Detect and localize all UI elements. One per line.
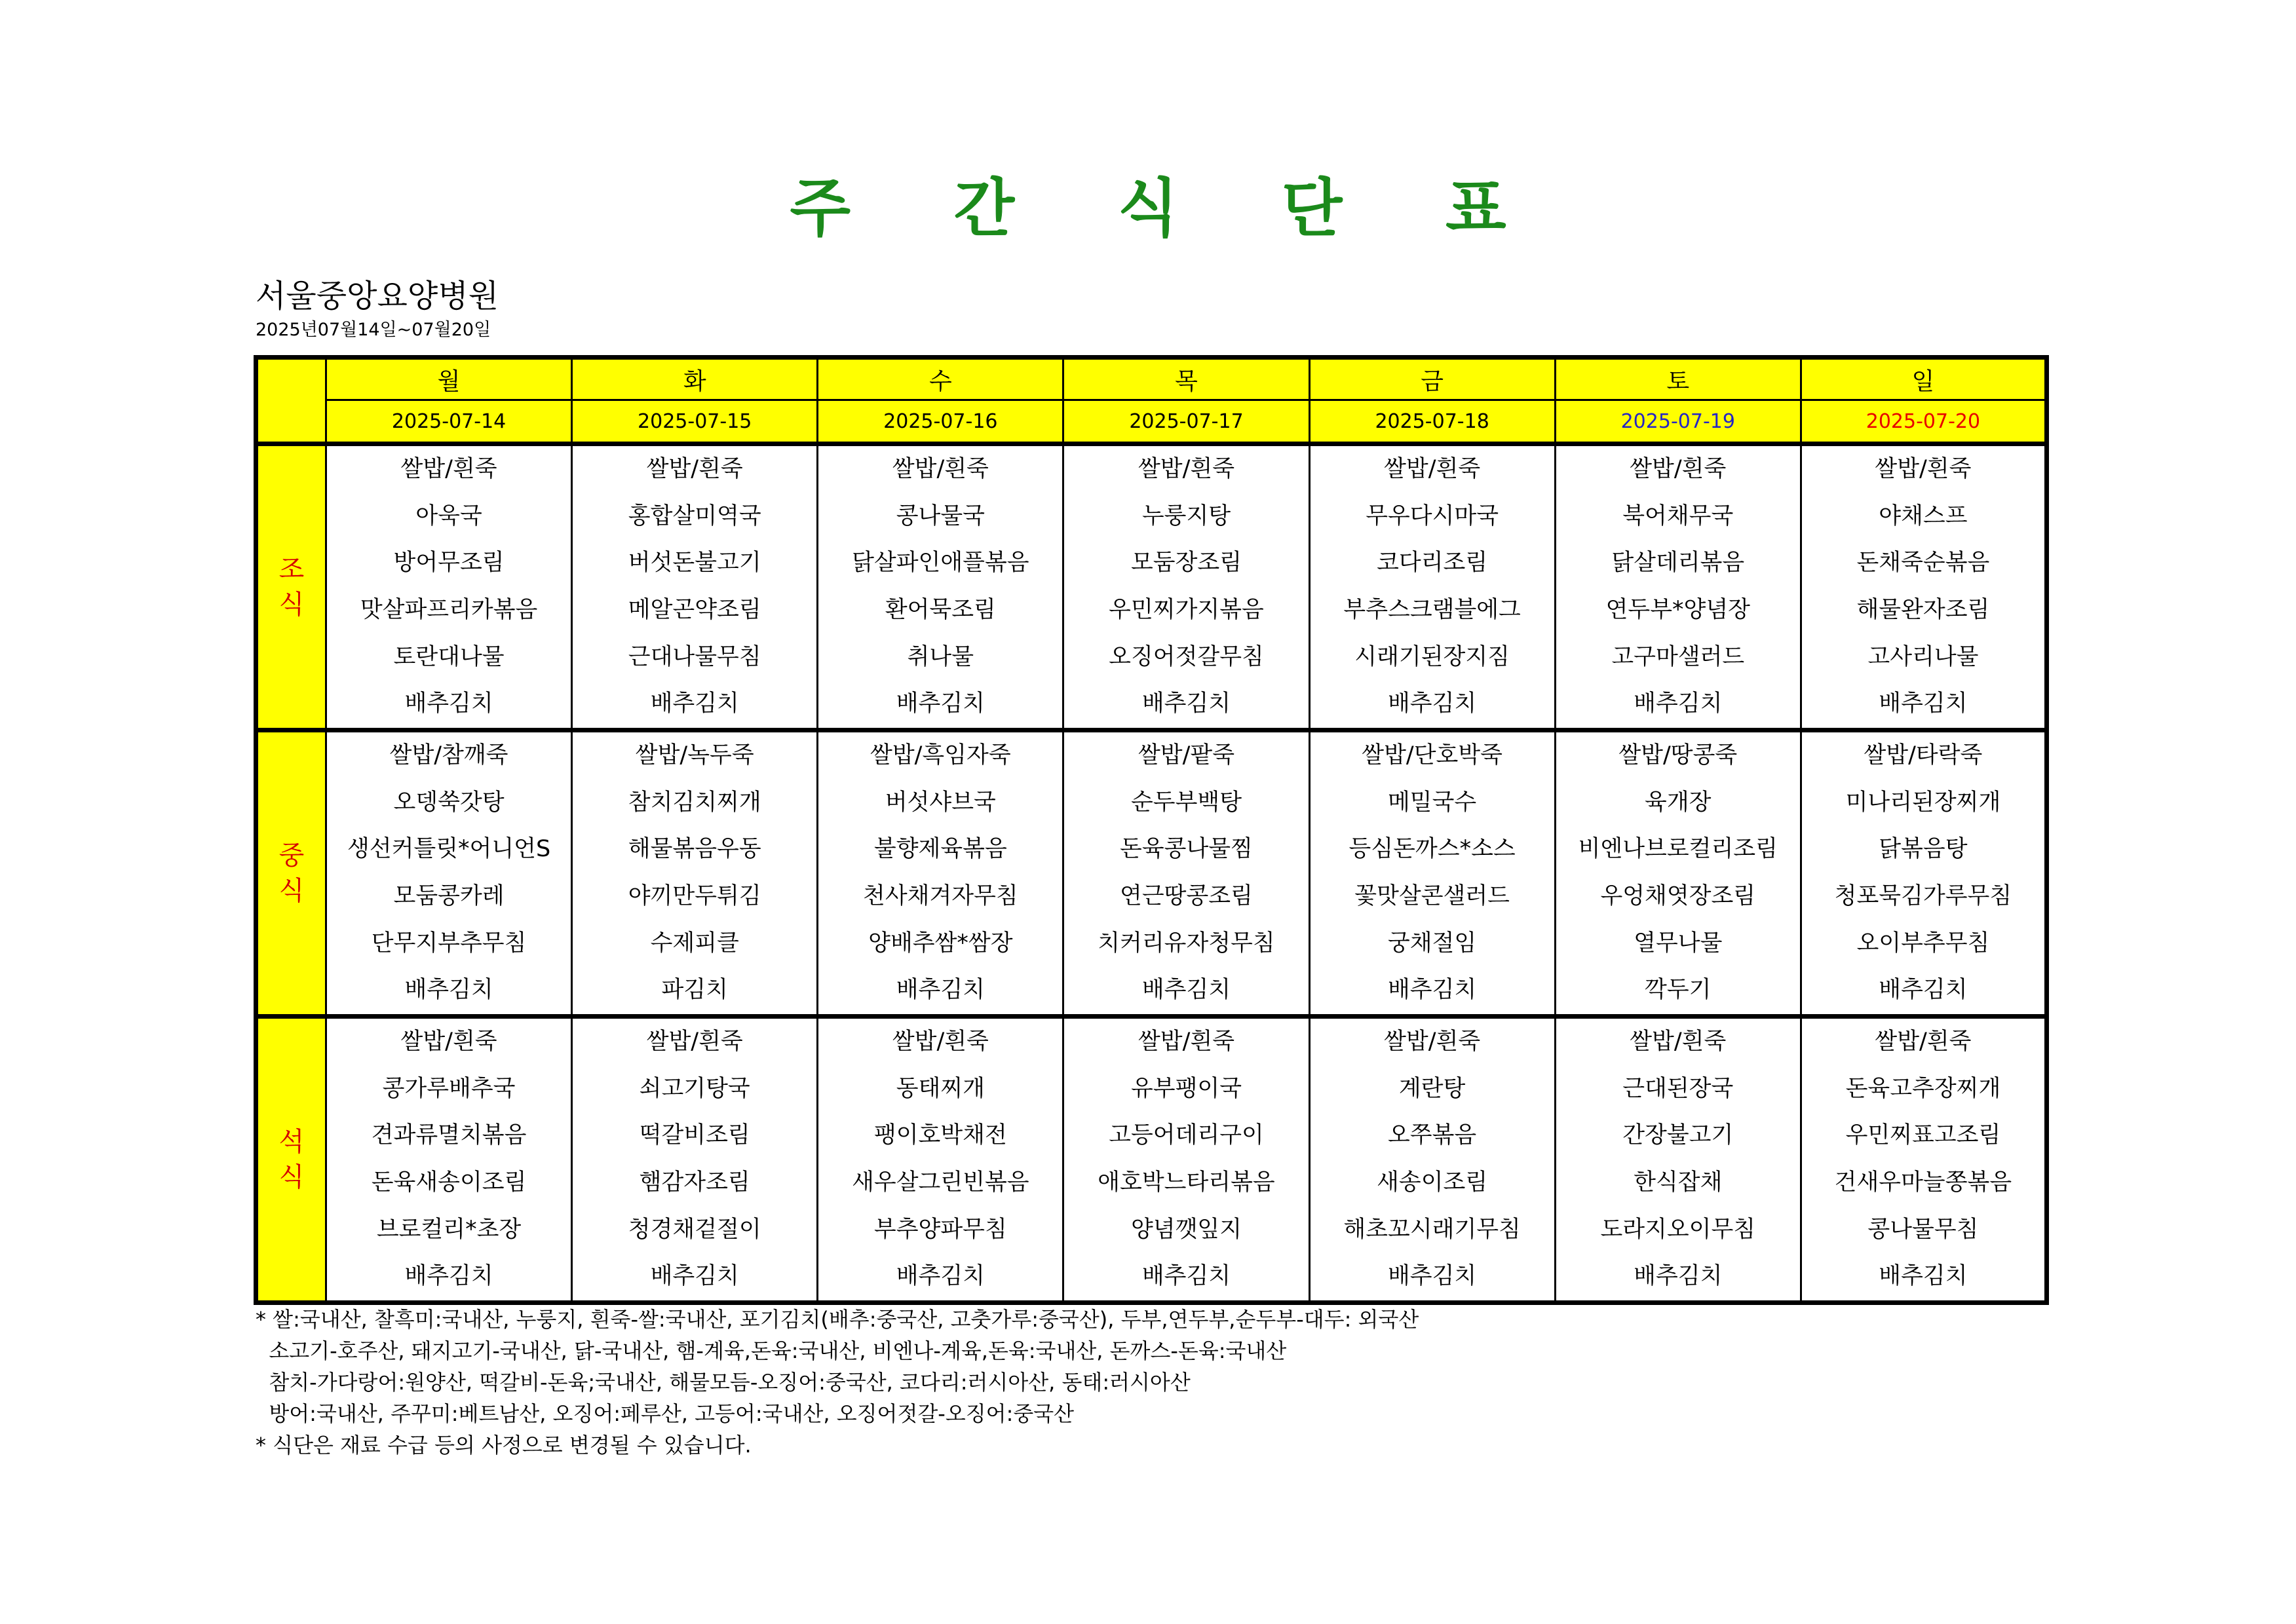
note-line: * 쌀:국내산, 찰흑미:국내산, 누룽지, 흰죽-쌀:국내산, 포기김치(배추:중국산, 고춧가루:중국산), 두부,연두부,순두부-대두: 외국산 — [256, 1307, 1419, 1332]
menu-item: 아욱국 — [415, 502, 482, 529]
menu-item: 도라지오이무침 — [1600, 1216, 1756, 1243]
menu-item: 야채스프 — [1879, 502, 1968, 529]
menu-item: 배추김치 — [896, 1263, 985, 1290]
menu-item: 배추김치 — [896, 690, 985, 717]
menu-cell-breakfast-thu — [1063, 444, 1309, 730]
menu-item: 쌀밥/흰죽 — [892, 1029, 989, 1055]
date-sun: 2025-07-20 — [1801, 400, 2046, 444]
menu-cell-breakfast-fri — [1309, 444, 1555, 730]
menu-item: 육개장 — [1645, 789, 1712, 816]
date-tue: 2025-07-15 — [572, 400, 818, 444]
menu-item: 오쭈볶음 — [1388, 1122, 1477, 1149]
date-sat: 2025-07-19 — [1555, 400, 1801, 444]
menu-item: 쇠고기탕국 — [639, 1075, 750, 1102]
menu-item: 배추김치 — [1388, 977, 1477, 1004]
menu-item: 쌀밥/흰죽 — [1630, 1029, 1727, 1055]
meal-row-breakfast — [256, 444, 2047, 730]
menu-item: 건새우마늘쫑볶음 — [1834, 1169, 2012, 1196]
menu-item: 배추김치 — [1634, 690, 1723, 717]
menu-item: 무우다시마국 — [1366, 502, 1499, 529]
menu-item: 배추김치 — [1634, 1263, 1723, 1290]
menu-item: 메알곤약조림 — [628, 597, 761, 623]
menu-item: 쌀밥/타락죽 — [1864, 742, 1983, 769]
menu-item: 애호박느타리볶음 — [1098, 1169, 1275, 1196]
menu-cell-dinner-thu — [1063, 1017, 1309, 1303]
menu-cell-dinner-fri — [1309, 1017, 1555, 1303]
menu-item: 배추김치 — [1141, 690, 1231, 717]
menu-cell-dinner-sat — [1555, 1017, 1801, 1303]
menu-item: 수제피클 — [650, 930, 739, 956]
day-name-sat: 토 — [1555, 358, 1801, 400]
menu-item: 쌀밥/흰죽 — [400, 1029, 497, 1055]
menu-item: 배추김치 — [1141, 977, 1231, 1004]
menu-item: 배추김치 — [1388, 690, 1477, 717]
menu-item: 유부팽이국 — [1130, 1075, 1242, 1102]
menu-item: 돈육고추장찌개 — [1845, 1075, 2001, 1102]
menu-item: 우민찌가지볶음 — [1109, 597, 1264, 623]
menu-item: 버섯돈불고기 — [628, 550, 761, 576]
meal-row-dinner — [256, 1017, 2047, 1303]
menu-item: 치커리유자청무침 — [1098, 930, 1275, 956]
menu-cell-dinner-wed — [818, 1017, 1063, 1303]
menu-item: 생선커틀릿*어니언S — [347, 836, 551, 863]
menu-item: 배추김치 — [1388, 1263, 1477, 1290]
day-name-thu: 목 — [1063, 358, 1309, 400]
menu-item: 참치김치찌개 — [628, 789, 761, 816]
menu-item: 누룽지탕 — [1141, 502, 1231, 529]
menu-item: 파김치 — [661, 977, 728, 1004]
menu-item: 쌀밥/단호박죽 — [1362, 742, 1502, 769]
menu-item: 배추김치 — [404, 690, 493, 717]
menu-item: 콩나물국 — [896, 502, 985, 529]
menu-item: 천사채겨자무침 — [863, 883, 1018, 909]
menu-item: 양념깻잎지 — [1130, 1216, 1242, 1243]
menu-item: 견과류멸치볶음 — [371, 1122, 527, 1149]
menu-item: 닭살파인애플볶음 — [852, 550, 1029, 576]
meal-rows — [256, 444, 2047, 1303]
corner-cell — [256, 358, 326, 444]
menu-item: 배추김치 — [1141, 1263, 1231, 1290]
menu-item: 배추김치 — [404, 1263, 493, 1290]
menu-item: 고등어데리구이 — [1109, 1122, 1264, 1149]
ingredient-origin-notes — [256, 1304, 2025, 1461]
menu-item: 청포묵김가루무침 — [1834, 883, 2012, 909]
menu-item: 간장불고기 — [1622, 1122, 1734, 1149]
hospital-name: 서울중앙요양병원 — [256, 278, 499, 314]
menu-item: 홍합살미역국 — [628, 502, 761, 529]
menu-cell-breakfast-wed — [818, 444, 1063, 730]
day-name-mon: 월 — [326, 358, 572, 400]
menu-item: 연근땅콩조림 — [1120, 883, 1253, 909]
menu-cell-dinner-sun — [1801, 1017, 2046, 1303]
note-line: * 식단은 재료 수급 등의 사정으로 변경될 수 있습니다. — [256, 1433, 752, 1458]
menu-item: 쌀밥/흑임자죽 — [870, 742, 1011, 769]
menu-item: 청경채겉절이 — [628, 1216, 761, 1243]
menu-item: 배추김치 — [404, 977, 493, 1004]
meal-label-lunch: 중 식 — [256, 730, 326, 1017]
menu-cell-lunch-mon — [326, 730, 572, 1017]
menu-item: 배추김치 — [896, 977, 985, 1004]
menu-cell-breakfast-tue — [572, 444, 818, 730]
menu-item: 돈육새송이조림 — [371, 1169, 527, 1196]
menu-item: 배추김치 — [1879, 690, 1968, 717]
menu-item: 쌀밥/흰죽 — [646, 1029, 743, 1055]
menu-item: 부추양파무침 — [873, 1216, 1007, 1243]
menu-cell-breakfast-sat — [1555, 444, 1801, 730]
menu-item: 오징어젓갈무침 — [1109, 643, 1264, 670]
menu-item: 새송이조림 — [1377, 1169, 1488, 1196]
menu-item: 연두부*양념장 — [1605, 597, 1750, 623]
menu-item: 우민찌표고조림 — [1845, 1122, 2001, 1149]
menu-item: 쌀밥/흰죽 — [1630, 456, 1727, 483]
menu-cell-lunch-sun — [1801, 730, 2046, 1017]
menu-cell-breakfast-mon — [326, 444, 572, 730]
menu-item: 모둠콩카레 — [393, 883, 505, 909]
date-mon: 2025-07-14 — [326, 400, 572, 444]
note-line: 방어:국내산, 주꾸미:베트남산, 오징어:페루산, 고등어:국내산, 오징어젓갈-오징어:중국산 — [256, 1401, 1075, 1426]
menu-item: 동태찌개 — [896, 1075, 985, 1102]
date-wed: 2025-07-16 — [818, 400, 1063, 444]
note-line: 참치-가다랑어:원양산, 떡갈비-돈육;국내산, 해물모듬-오징어:중국산, 코다리:러시아산, 동태:러시아산 — [256, 1370, 1191, 1395]
menu-item: 메밀국수 — [1388, 789, 1477, 816]
menu-item: 취나물 — [907, 643, 974, 670]
menu-item: 북어채무국 — [1622, 502, 1734, 529]
menu-item: 환어묵조림 — [885, 597, 996, 623]
date-fri: 2025-07-18 — [1309, 400, 1555, 444]
day-name-sun: 일 — [1801, 358, 2046, 400]
menu-item: 돈육콩나물찜 — [1120, 836, 1253, 863]
day-name-tue: 화 — [572, 358, 818, 400]
menu-item: 부추스크램블에그 — [1343, 597, 1521, 623]
menu-item: 꽃맛살콘샐러드 — [1354, 883, 1510, 909]
day-header-row — [256, 358, 2047, 400]
menu-item: 코다리조림 — [1377, 550, 1488, 576]
menu-cell-lunch-sat — [1555, 730, 1801, 1017]
menu-cell-breakfast-sun — [1801, 444, 2046, 730]
menu-item: 방어무조림 — [393, 550, 505, 576]
menu-item: 야끼만두튀김 — [628, 883, 761, 909]
menu-item: 해물볶음우동 — [628, 836, 761, 863]
menu-item: 우엉채엿장조림 — [1600, 883, 1756, 909]
menu-item: 브로컬리*초장 — [376, 1216, 522, 1243]
menu-item: 오이부추무침 — [1856, 930, 1990, 956]
menu-item: 시래기된장지짐 — [1354, 643, 1510, 670]
menu-item: 양배추쌈*쌈장 — [868, 930, 1013, 956]
menu-item: 배추김치 — [1879, 1263, 1968, 1290]
menu-item: 근대된장국 — [1622, 1075, 1734, 1102]
menu-item: 불향제육볶음 — [873, 836, 1007, 863]
menu-item: 쌀밥/참깨죽 — [389, 742, 508, 769]
menu-item: 단무지부추무침 — [371, 930, 527, 956]
meal-label-dinner: 석 식 — [256, 1017, 326, 1303]
menu-item: 오뎅쑥갓탕 — [393, 789, 505, 816]
menu-item: 쌀밥/흰죽 — [1138, 456, 1235, 483]
menu-item: 미나리된장찌개 — [1845, 789, 2001, 816]
date-header-row — [256, 400, 2047, 444]
menu-item: 열무나물 — [1634, 930, 1723, 956]
menu-item: 쌀밥/흰죽 — [1875, 456, 1972, 483]
menu-item: 배추김치 — [1879, 977, 1968, 1004]
menu-item: 깍두기 — [1645, 977, 1712, 1004]
menu-item: 돈채죽순볶음 — [1856, 550, 1990, 576]
date-thu: 2025-07-17 — [1063, 400, 1309, 444]
menu-period: 2025년07월14일~07월20일 — [256, 320, 491, 340]
menu-item: 쌀밥/흰죽 — [1384, 456, 1481, 483]
menu-item: 배추김치 — [650, 690, 739, 717]
meal-label-breakfast: 조 식 — [256, 444, 326, 730]
menu-item: 햄감자조림 — [639, 1169, 750, 1196]
menu-item: 쌀밥/흰죽 — [1384, 1029, 1481, 1055]
menu-item: 버섯샤브국 — [885, 789, 996, 816]
menu-item: 닭볶음탕 — [1879, 836, 1968, 863]
note-line: 소고기-호주산, 돼지고기-국내산, 닭-국내산, 햄-계육,돈육:국내산, 비엔나-계육,돈육:국내산, 돈까스-돈육:국내산 — [256, 1338, 1287, 1363]
menu-item: 닭살데리볶음 — [1611, 550, 1745, 576]
menu-item: 배추김치 — [650, 1263, 739, 1290]
menu-item: 토란대나물 — [393, 643, 505, 670]
menu-cell-lunch-wed — [818, 730, 1063, 1017]
menu-item: 쌀밥/흰죽 — [892, 456, 989, 483]
menu-item: 쌀밥/녹두죽 — [635, 742, 754, 769]
page-title: 주 간 식 단 표 — [790, 172, 1547, 245]
meal-row-lunch — [256, 730, 2047, 1017]
menu-item: 쌀밥/땅콩죽 — [1618, 742, 1738, 769]
menu-item: 근대나물무침 — [628, 643, 761, 670]
menu-item: 비엔나브로컬리조림 — [1578, 836, 1778, 863]
menu-cell-dinner-tue — [572, 1017, 818, 1303]
menu-item: 쌀밥/흰죽 — [646, 456, 743, 483]
menu-item: 등심돈까스*소스 — [1349, 836, 1516, 863]
menu-item: 해물완자조림 — [1856, 597, 1990, 623]
menu-item: 쌀밥/흰죽 — [1875, 1029, 1972, 1055]
day-name-wed: 수 — [818, 358, 1063, 400]
menu-cell-lunch-thu — [1063, 730, 1309, 1017]
menu-item: 모둠장조림 — [1130, 550, 1242, 576]
menu-item: 맛살파프리카볶음 — [360, 597, 538, 623]
menu-item: 해초꼬시래기무침 — [1343, 1216, 1521, 1243]
menu-item: 팽이호박채전 — [873, 1122, 1007, 1149]
menu-cell-lunch-tue — [572, 730, 818, 1017]
menu-item: 순두부백탕 — [1130, 789, 1242, 816]
menu-item: 새우살그린빈볶음 — [852, 1169, 1029, 1196]
menu-item: 궁채절임 — [1388, 930, 1477, 956]
menu-item: 한식잡채 — [1634, 1169, 1723, 1196]
menu-item: 쌀밥/팥죽 — [1138, 742, 1235, 769]
menu-item: 고구마샐러드 — [1611, 643, 1745, 670]
menu-item: 콩가루배추국 — [382, 1075, 516, 1102]
day-name-fri: 금 — [1309, 358, 1555, 400]
menu-item: 계란탕 — [1398, 1075, 1466, 1102]
menu-cell-dinner-mon — [326, 1017, 572, 1303]
weekly-menu-table — [254, 355, 2049, 1305]
menu-item: 고사리나물 — [1867, 643, 1979, 670]
menu-cell-lunch-fri — [1309, 730, 1555, 1017]
menu-item: 쌀밥/흰죽 — [1138, 1029, 1235, 1055]
menu-item: 쌀밥/흰죽 — [400, 456, 497, 483]
menu-item: 콩나물무침 — [1867, 1216, 1979, 1243]
menu-item: 떡갈비조림 — [639, 1122, 750, 1149]
